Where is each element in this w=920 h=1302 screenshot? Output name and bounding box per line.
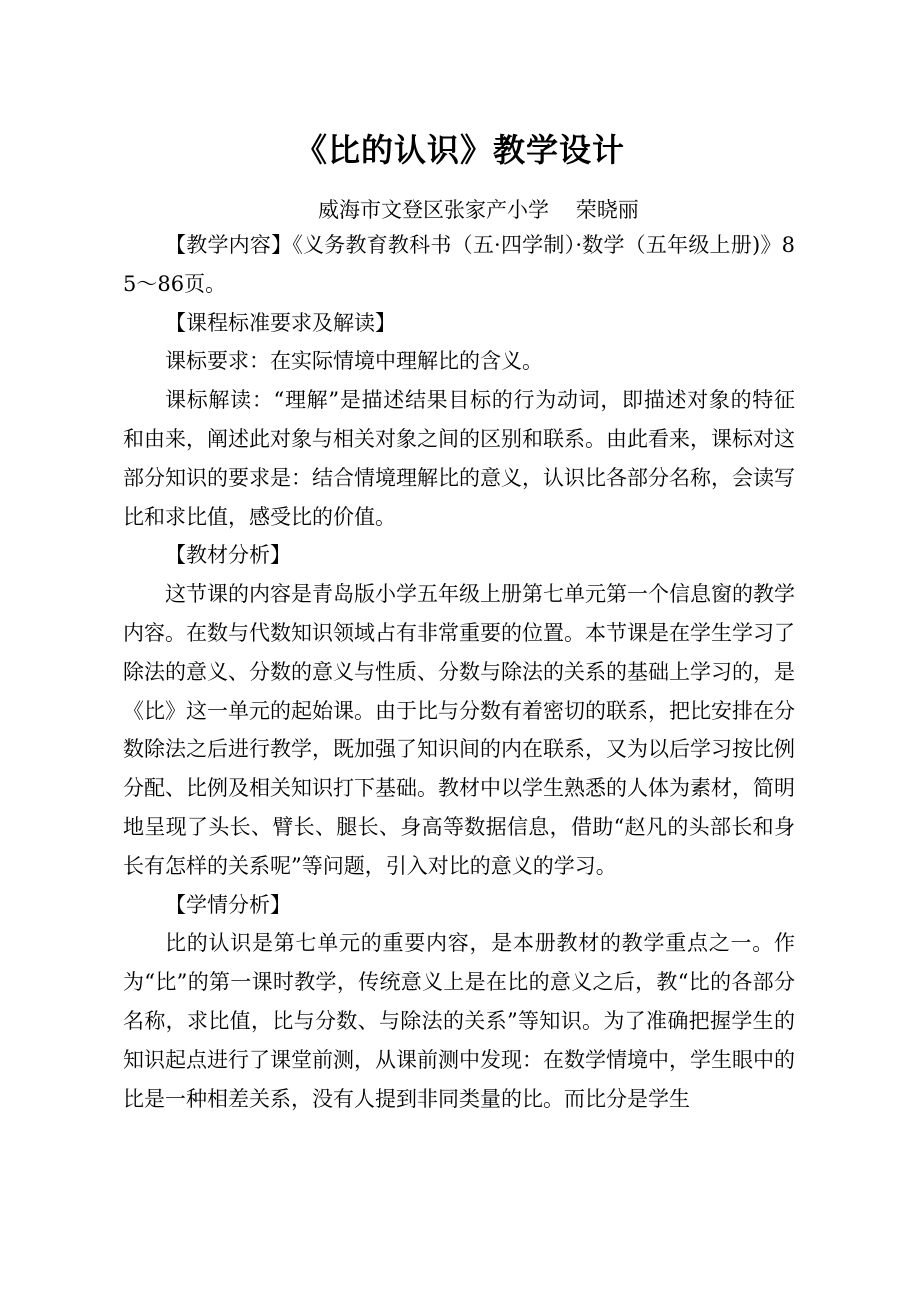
document-title: 《比的认识》教学设计 [294,131,625,169]
student-analysis-paragraph: 比的认识是第七单元的重要内容，是本册教材的教学重点之一。作为“比”的第一课时教学，传统意义上是在比的意义之后，教“比的各部分名称，求比值，比与分数、与除法的关系”等知识。为了准确把握学生的知识起点进行了课堂前测，从课前测中发现：在数学情境中，学生眼中的比是一种相差关系，没有人提到非同类量的比。而比分是学生 [123,931,795,1111]
curriculum-requirement-paragraph: 课标要求：在实际情境中理解比的含义。 [165,349,543,374]
section-heading-student-analysis: 【学情分析】 [165,892,291,917]
textbook-analysis-paragraph: 这节课的内容是青岛版小学五年级上册第七单元第一个信息窗的教学内容。在数与代数知识领域占有非常重要的位置。本节课是在学生学习了除法的意义、分数的意义与性质、分数与除法的关系的基础上学习的，是《比》这一单元的起始课。由于比与分数有着密切的联系，把比安排在分数除法之后进行教学，既加强了知识间的内在联系，又为以后学习按比例分配、比例及相关知识打下基础。教材中以学生熟悉的人体为素材，简明地呈现了头长、臂长、腿长、身高等数据信息，借助“赵凡的头部长和身长有怎样的关系呢”等问题，引入对比的意义的学习。 [123,582,795,878]
section-heading-textbook-analysis: 【教材分析】 [165,543,291,568]
teaching-content-paragraph: 【教学内容】《义务教育教科书（五·四学制）·数学（五年级上册)》85～86页。 [123,233,795,296]
author-line: 威海市文登区张家产小学 荣晓丽 [318,198,639,222]
document-body [123,226,795,1118]
section-heading-curriculum-standard: 【课程标准要求及解读】 [165,310,396,335]
curriculum-interpretation-paragraph: 课标解读：“理解”是描述结果目标的行为动词，即描述对象的特征和由来，阐述此对象与相关对象之间的区别和联系。由此看来，课标对这部分知识的要求是：结合情境理解比的意义，认识比各部分名称，会读写比和求比值，感受比的价值。 [123,388,795,529]
